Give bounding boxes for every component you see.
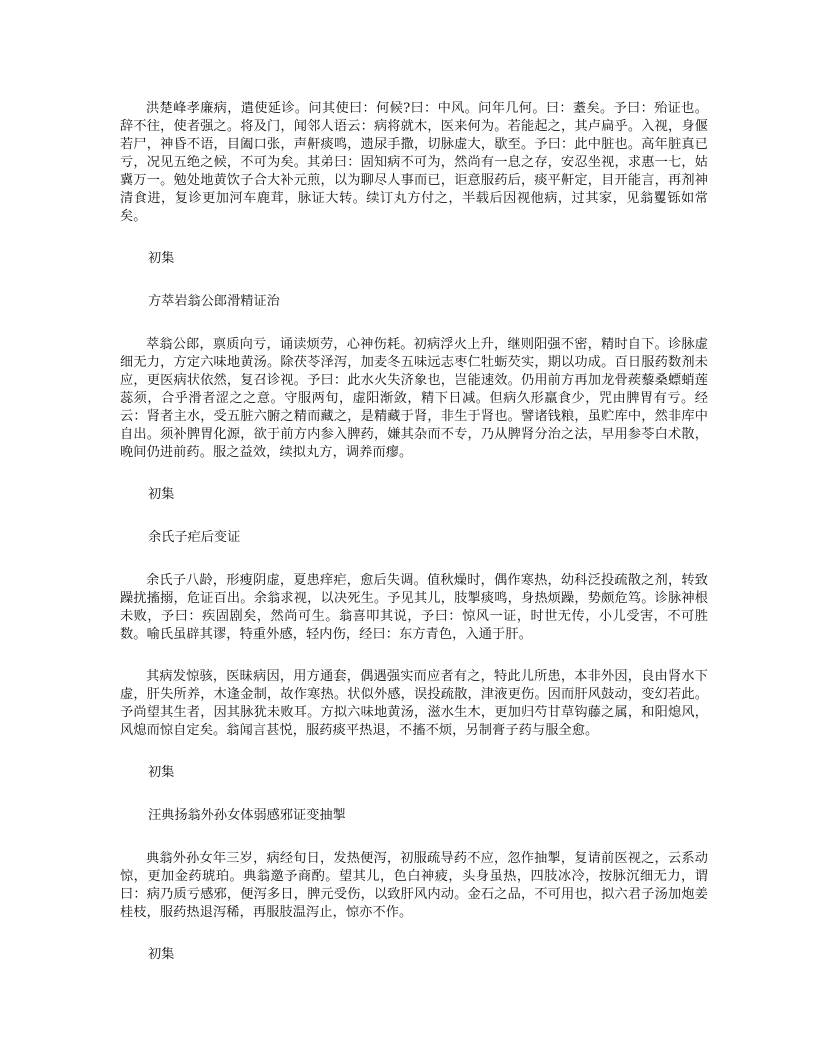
source-label: 初集 (148, 765, 175, 780)
source-label: 初集 (148, 487, 175, 502)
source-label: 初集 (148, 251, 175, 266)
paragraph-wang-dianyang: 典翁外孙女年三岁，病经旬日，发热便泻，初服疏导药不应，忽作抽掣，复请前医视之，云系动惊，更加金药琥珀。典翁邀予商酌。望其儿，色白神疲，头身虽热，四肢冰冷，按脉沉细无力，谓曰：病乃质亏感邪，便泻多日，脾元受伤，以致肝风内动。金石之品，不可用也，拟六君子汤加炮姜桂枝，服药热退泻稀，再服肢温泻止，惊亦不作。 (120, 851, 708, 920)
case-title-yu-shi: 余氏子疟后变证 (148, 530, 241, 545)
paragraph-fang-cuiyan: 萃翁公郎，禀质向亏，诵读烦劳，心神伤耗。初病浮火上升，继则阳强不密，精时自下。诊脉虚细无力，方定六味地黄汤。除茯苓泽泻，加麦冬五味远志枣仁牡蛎芡实，期以功成。百日服药数剂未应，更医病状依然，复召诊视。予曰：此水火失济象也，岂能速效。仍用前方再加龙骨蒺藜桑螵蛸莲蕊须，合乎滑者涩之之意。守服两旬，虚阳渐敛，精下日减。但病久形羸食少，咒由脾胃有亏。经云：肾者主水，受五脏六腑之精而藏之，是精藏于肾，非生于肾也。譬诸钱粮，虽贮库中，然非库中自出。须补脾胃化源，欲于前方内参入脾药，嫌其杂而不专，乃从脾肾分治之法，早用参苓白术散，晚间仍进前药。服之益效，续拟丸方，调养而瘳。 (120, 337, 708, 460)
paragraph-hong-chufeng: 洪楚峰孝廉病，遣使延诊。问其使曰：何候?曰：中风。问年几何。曰：耋矣。予曰：殆证也。辞不往，使者强之。将及门，闻邻人语云：病将就木，医来何为。若能起之，其卢扁乎。入视，身偃若尸，神昏不语，目阖口张，声鼾痰鸣，遗尿手撒，切脉虚大，歇至。予曰：此中脏也。高年脏真已亏，况见五绝之候，不可为矣。其弟曰：固知病不可为，然尚有一息之存，安忍坐视，求惠一七，姑冀万一。勉处地黄饮子合大补元煎，以为聊尽人事而已，讵意服药后，痰平鼾定，目开能言，再剂神清食进，复诊更加河车鹿茸，脉证大转。续订丸方付之，半载后因视他病，过其家，见翁矍铄如常矣。 (120, 101, 708, 224)
paragraph-yu-shi-1: 余氏子八龄，形瘦阴虚，夏患痒疟，愈后失调。值秋燥时，偶作寒热，幼科泛投疏散之剂，转致躁扰搐搦，危证百出。余翁求视，以决死生。予见其儿，肢掣痰鸣，身热烦躁，势颇危笃。诊脉神根未败，予曰：疾固剧矣，然尚可生。翁喜叩其说，予曰：惊风一证，时世无传，小儿受害，不可胜数。喻氏虽辟其谬，特重外感，轻内伤，经曰：东方青色，入通于肝。 (120, 573, 708, 642)
case-title-fang-cuiyan: 方萃岩翁公郎滑精证治 (148, 294, 280, 309)
case-title-wang-dianyang: 汪典扬翁外孙女体弱感邪证变抽掣 (148, 808, 346, 823)
source-label: 初集 (148, 947, 175, 962)
paragraph-yu-shi-2: 其病发惊骇，医昧病因，用方通套，偶遇强实而应者有之，特此儿所患，本非外因，良由肾水下虚，肝失所养，木逢金制，故作寒热。状似外感，误投疏散，津液更伤。因而肝风鼓动，变幻若此。予尚望其生者，因其脉犹未败耳。方拟六味地黄汤，滋水生木，更加归芍甘草钩藤之属，和阳熄风，风熄而惊自定矣。翁闻言甚悦，服药痰平热退，不搐不烦，另制膏子药与服全愈。 (120, 669, 708, 738)
